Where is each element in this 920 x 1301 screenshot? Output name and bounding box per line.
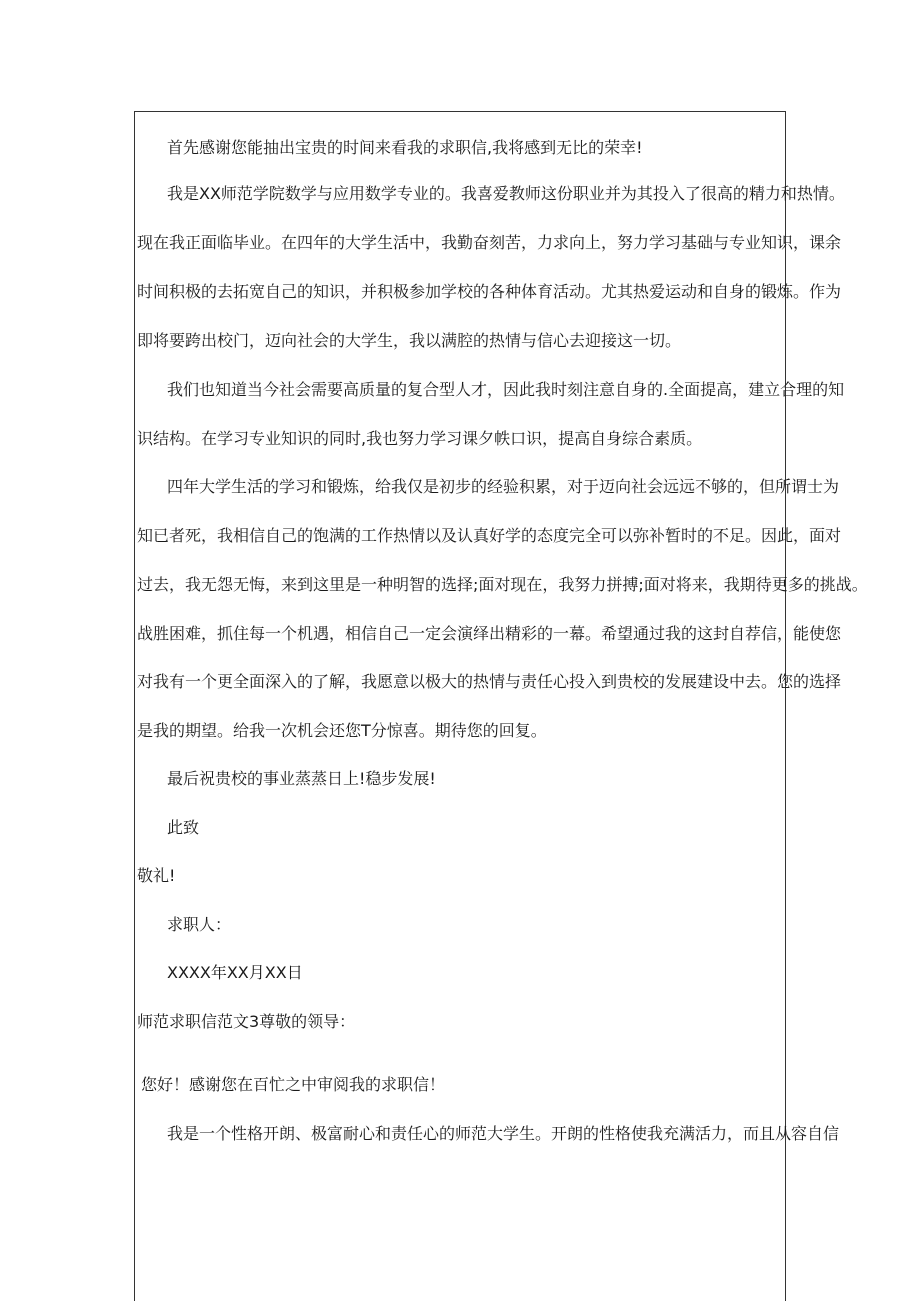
- letter2-paragraph-1-line-1: 我是一个性格开朗、极富耐心和责任心的师范大学生。开朗的性格使我充满活力，而且从容自信: [167, 1124, 840, 1143]
- letter1-paragraph-4-line-1: 四年大学生活的学习和锻炼，给我仅是初步的经验积累，对于迈向社会远远不够的，但所谓士为: [167, 477, 840, 496]
- letter1-paragraph-2-line-2: 现在我正面临毕业。在四年的大学生活中，我勤奋刻苦，力求向上，努力学习基础与专业知识，课余: [137, 233, 842, 252]
- letter2-heading: 师范求职信范文3尊敬的领导：: [137, 1012, 356, 1031]
- letter1-paragraph-2-line-1: 我是XX师范学院数学与应用数学专业的。我喜爱教师这份职业并为其投入了很高的精力和热情。: [167, 184, 845, 203]
- letter1-paragraph-2-line-3: 时间积极的去拓宽自己的知识，并积极参加学校的各种体育活动。尤其热爱运动和自身的锻炼。作为: [137, 282, 842, 301]
- letter1-date: XXXX年XX月XX日: [167, 963, 303, 982]
- letter1-paragraph-4-line-5: 对我有一个更全面深入的了解，我愿意以极大的热情与责任心投入到贵校的发展建设中去。您的选择: [137, 672, 842, 691]
- letter1-paragraph-4-line-4: 战胜困难，抓住每一个机遇，相信自己一定会演绎出精彩的一幕。希望通过我的这封自荐信，能使您: [137, 624, 842, 643]
- letter1-paragraph-2-line-4: 即将要跨出校门，迈向社会的大学生，我以满腔的热情与信心去迎接这一切。: [137, 331, 682, 350]
- letter1-applicant: 求职人：: [167, 915, 232, 934]
- letter1-salutation-start: 此致: [167, 818, 200, 837]
- letter1-paragraph-4-line-3: 过去，我无怨无悔，来到这里是一种明智的选择;面对现在，我努力拼搏;面对将来，我期待更多的挑战。: [137, 575, 868, 594]
- letter1-paragraph-3-line-1: 我们也知道当今社会需要高质量的复合型人才，因此我时刻注意自身的.全面提高，建立合理的知: [167, 380, 845, 399]
- letter1-paragraph-3-line-2: 识结构。在学习专业知识的同时,我也努力学习课夕帙口识，提高自身综合素质。: [137, 429, 703, 448]
- letter1-paragraph-opening: 首先感谢您能抽出宝贵的时间来看我的求职信,我将感到无比的荣幸!: [167, 138, 643, 157]
- letter1-salutation-end: 敬礼!: [137, 866, 176, 885]
- letter1-closing-wish: 最后祝贵校的事业蒸蒸日上!稳步发展!: [167, 769, 436, 788]
- letter1-paragraph-4-line-2: 知已者死，我相信自己的饱满的工作热情以及认真好学的态度完全可以弥补暂时的不足。因此，面对: [137, 526, 842, 545]
- letter2-greeting: 您好！感谢您在百忙之中审阅我的求职信！: [141, 1075, 446, 1094]
- letter1-paragraph-4-line-6: 是我的期望。给我一次机会还您T分惊喜。期待您的回复。: [137, 721, 547, 740]
